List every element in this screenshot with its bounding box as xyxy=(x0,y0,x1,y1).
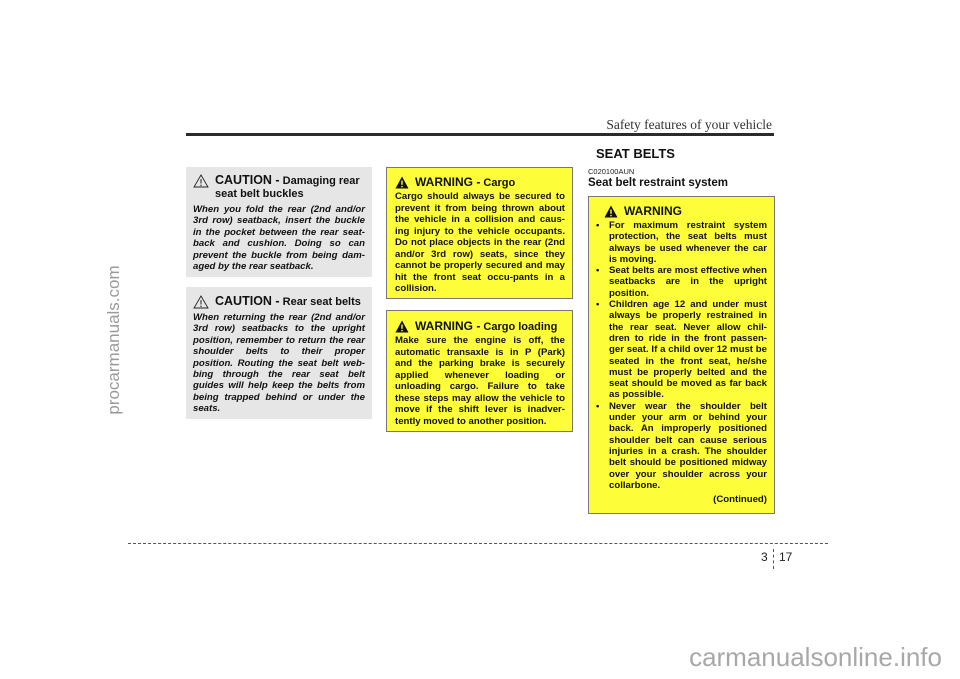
caution-box-buckles xyxy=(186,167,372,277)
caution-topic: Rear seat belts xyxy=(279,296,361,308)
footer-rule xyxy=(128,543,828,544)
header-rule xyxy=(186,133,774,136)
page-number-divider xyxy=(773,549,774,569)
warning-box-seat-belts xyxy=(588,196,775,514)
continued-note: (Continued) xyxy=(713,494,767,506)
warning-box-cargo xyxy=(386,167,573,299)
caution-triangle-icon xyxy=(193,295,209,309)
warning-topic: Cargo xyxy=(480,177,516,189)
list-item: • For maximum restraint system protection, the seat belts must always be used whenever the car is moving. xyxy=(596,220,767,265)
warning-title xyxy=(395,319,565,333)
list-item: • Seat belts are most effective when seatbacks are in the upright position. xyxy=(596,265,767,299)
side-watermark: procarmanuals.com xyxy=(104,265,123,415)
warning-body: Cargo should always be secured to prevent it from being thrown about the vehicle in a collision and caus-ing injury to the vehicle occupants. Do not place objects in the rear (2nd and/or 3rd row) seats, since they cannot be properly secured and may hit the front seat occu-pants in a collision. xyxy=(395,191,565,294)
caution-label: CAUTION - xyxy=(215,173,280,187)
caution-body: When you fold the rear (2nd and/or 3rd row) seatback, insert the buckle in the pocket between the rear seat-back and cushion. Doing so can prevent the buckle from being dam-aged by the rear seatback. xyxy=(193,204,365,273)
page-header-title: Safety features of your vehicle xyxy=(606,117,772,132)
section-title: SEAT BELTS xyxy=(596,146,675,161)
warning-triangle-icon xyxy=(604,205,618,218)
warning-box-cargo-loading xyxy=(386,310,573,432)
caution-title xyxy=(193,174,365,201)
caution-body: When returning the rear (2nd and/or 3rd row) seatbacks to the upright position, remember to return the rear shoulder belts to their proper position. Routing the seat belt web-bing through the rear seat belt guides will help keep the belts from being trapped behind or under the seats. xyxy=(193,312,365,415)
warning-triangle-icon xyxy=(395,320,409,333)
caution-box-rear-belts xyxy=(186,287,372,419)
warning-body: Make sure the engine is off, the automatic transaxle is in P (Park) and the parking brake is securely applied whenever loading or unloading cargo. Failure to take these steps may allow the vehicle to move if the shift lever is inadver-tently moved to another position. xyxy=(395,335,565,427)
warning-label: WARNING xyxy=(624,204,682,218)
list-item: • Never wear the shoulder belt under your arm or behind your back. An improperly positioned shoulder belt can cause serious injuries in a crash. The shoulder belt should be positioned midway over your shoulder across your collarbone. xyxy=(596,401,767,491)
list-item: • Children age 12 and under must always be properly restrained in the rear seat. Never allow chil-dren to ride in the front passen-ger seat. If a child over 12 must be seated in the front seat, he/she must be properly belted and the seat should be moved as far back as possible. xyxy=(596,299,767,401)
page-number: 17 xyxy=(779,550,793,564)
warning-topic: Cargo loading xyxy=(480,321,558,333)
section-subtitle: Seat belt restraint system xyxy=(588,177,728,189)
caution-label: CAUTION - xyxy=(215,294,280,308)
caution-topic: Damaging rear seat belt buckles xyxy=(215,175,360,200)
warning-list xyxy=(596,220,767,491)
chapter-number: 3 xyxy=(761,550,768,564)
warning-title xyxy=(604,204,767,218)
section-code: C020100AUN xyxy=(588,167,635,176)
warning-title xyxy=(395,175,565,189)
warning-triangle-icon xyxy=(395,176,409,189)
warning-label: WARNING - xyxy=(415,175,481,189)
bottom-watermark: carmanualsonline.info xyxy=(689,642,942,672)
warning-label: WARNING - xyxy=(415,319,481,333)
caution-title xyxy=(193,295,365,309)
caution-triangle-icon xyxy=(193,174,209,188)
